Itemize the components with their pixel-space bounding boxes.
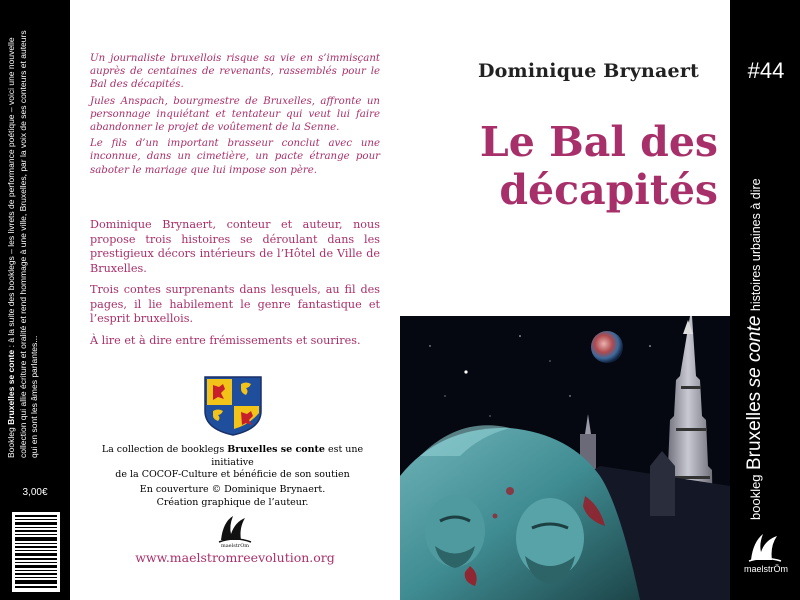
description-paragraph: Trois contes surprenants dans lesquels, au fil des pages, il lie habilement le genre fantastique et l’esprit bruxellois. [90,283,380,325]
spine-description [6,18,64,458]
series-title [740,100,795,520]
synopsis-italic [90,52,380,180]
description-paragraph: Dominique Brynaert, conteur et auteur, nous propose trois histoires se déroulant dans les prestigieux décors intérieurs de l’Hôtel de Ville de Bruxelles. [90,218,380,275]
book-title-line1: Le Bal des [479,118,718,166]
maelstrom-logo-icon [215,512,255,548]
series-name: Bruxelles [744,391,765,470]
series-subtitle: histoires urbaines à dire [749,178,763,312]
author-name: Dominique Brynaert [478,60,700,82]
initiative-collection: Bruxelles se conte [227,444,325,455]
cocof-crest-icon [203,375,263,437]
issue-number: #44 [747,58,785,83]
book-title-line2: décapités [499,166,718,214]
description-paragraph: À lire et à dire entre frémissements et sourires. [90,333,361,347]
price-label: 3,00€ [22,487,48,498]
series-name-italic: se conte [744,315,765,388]
series-prefix: bookleg [748,474,763,520]
synopsis-paragraph: Un journaliste bruxellois risque sa vie en s’immisçant auprès de centaines de revenants, rassemblés pour le Bal des décapités. [90,53,380,91]
initiative-notice [80,444,385,482]
synopsis-regular [90,218,380,355]
cover-credits [110,484,355,509]
initiative-line2: de la COCOF-Culture et bénéficie de son soutien [115,469,350,480]
logo-text: maelstrOm [220,543,250,548]
cover-illustration [400,316,730,600]
barcode [12,512,60,592]
synopsis-paragraph: Le fils d’un important brasseur conclut avec une inconnue, dans un cimetière, un pacte étrange pour saboter le mariage que lui impose son père. [90,138,380,176]
credits-line2: Création graphique de l’auteur. [156,496,309,508]
back-cover [70,0,400,600]
spine-prefix: Bookleg [6,427,16,458]
synopsis-paragraph: Jules Anspach, bourgmestre de Bruxelles, affronte un personnage inquiétant et tentateur qui veut lui faire abandonner le projet de voûtement de la Senne. [90,95,380,134]
spine-collection-name: Bruxelles se conte [6,349,16,425]
planet-icon [591,331,623,363]
spine-text: : à la suite des booklegs – les livrets de performance poétique – voici une nouvelle collection qui allie écriture et oralité et rend hommage à une ville, Bruxelles, par la voix de ses conteurs et auteurs qui en sont les âmes parlantes... [6,30,39,458]
publisher-website[interactable]: www.maelstromreevolution.org [135,550,335,565]
publisher-logo-icon [743,530,787,564]
initiative-line1: La collection de booklegs Bruxelles se conte est une initiative [101,444,364,468]
left-spine [0,0,70,600]
credits-line1: En couverture © Dominique Brynaert. [139,484,326,495]
publisher-name: maelstrÖm [743,564,788,574]
